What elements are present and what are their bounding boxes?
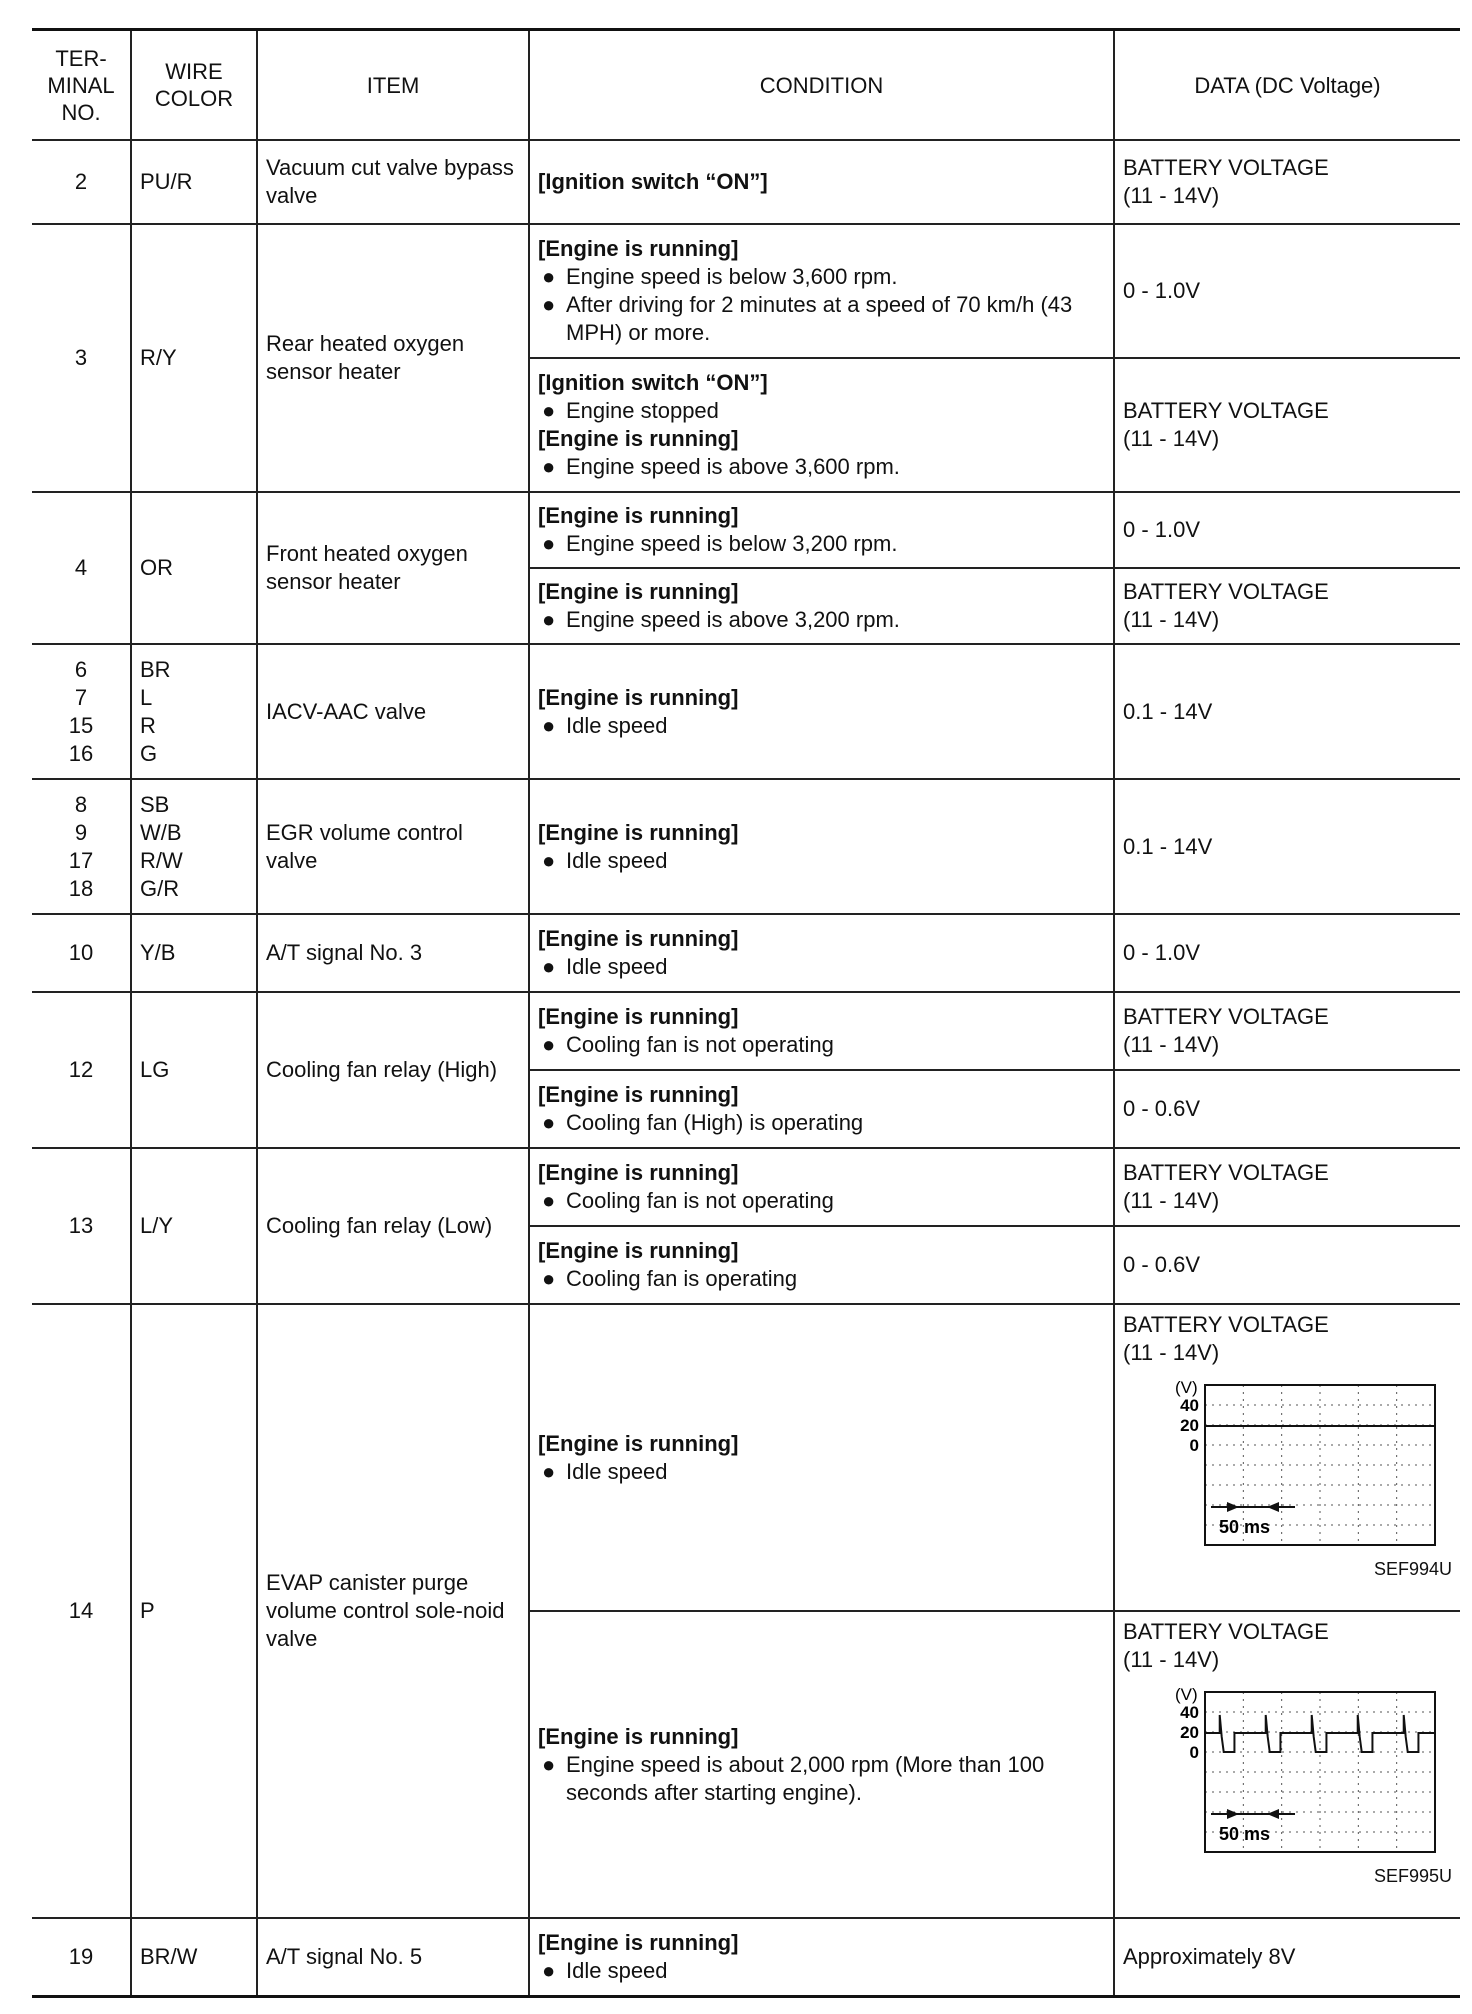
- condition-bullet: [538, 397, 1105, 425]
- condition-cell: [529, 1070, 1114, 1148]
- header-terminal: TER- MINAL NO.: [32, 30, 131, 141]
- condition-cell: [529, 914, 1114, 992]
- wire-color-cell: [131, 779, 257, 914]
- wire-color: BR/W: [140, 1943, 198, 1969]
- condition-bullet: [538, 712, 1105, 740]
- arrow-icon: [1267, 1502, 1279, 1512]
- wire-color-cell: [131, 1304, 257, 1918]
- data-cell: [1114, 779, 1460, 914]
- data-cell: [1114, 1070, 1460, 1148]
- bullet-icon: ●: [542, 1110, 556, 1135]
- data-value: 0 - 1.0V: [1123, 517, 1201, 542]
- time-scale-label: 50 ms: [1219, 1517, 1271, 1537]
- condition-text: Cooling fan is not operating: [566, 1032, 834, 1057]
- condition-text: Idle speed: [566, 954, 668, 979]
- tick-label: 20: [1180, 1416, 1199, 1435]
- condition-heading: [Engine is running]: [538, 684, 739, 710]
- terminal-number: 16: [68, 740, 94, 766]
- condition-bullet: [538, 291, 1105, 347]
- condition-heading: [Engine is running]: [538, 1238, 739, 1263]
- wire-color: OR: [140, 555, 173, 580]
- condition-text: Engine speed is below 3,600 rpm.: [566, 264, 898, 289]
- waveform-chart: [1143, 1371, 1443, 1551]
- condition-cell: [529, 1611, 1114, 1918]
- condition-bullet: [538, 530, 1105, 558]
- header-item: ITEM: [257, 30, 529, 141]
- table-row: [32, 224, 1460, 358]
- condition-bullet: [538, 1751, 1105, 1807]
- bullet-icon: ●: [542, 1751, 556, 1777]
- terminal-number: 14: [68, 1598, 94, 1623]
- table-row: [32, 140, 1460, 224]
- table-row: [32, 492, 1460, 568]
- terminal-number: 15: [68, 712, 94, 738]
- condition-text: Engine stopped: [566, 398, 719, 423]
- condition-bullet: [538, 1458, 1105, 1486]
- data-value: 0.1 - 14V: [1123, 698, 1213, 724]
- condition-heading: [Engine is running]: [538, 1004, 739, 1029]
- condition-heading: [Engine is running]: [538, 926, 739, 951]
- condition-text: After driving for 2 minutes at a speed of 70 km/h (43 MPH) or more.: [566, 292, 1073, 345]
- waveform-block: [1123, 1371, 1452, 1551]
- tick-label: 40: [1180, 1396, 1199, 1415]
- data-value: 0 - 1.0V: [1123, 940, 1201, 965]
- wire-color: Y/B: [140, 940, 176, 965]
- condition-text: Cooling fan is operating: [566, 1266, 798, 1291]
- terminal-cell: [32, 224, 131, 492]
- wire-color: LG: [140, 1057, 170, 1082]
- condition-heading: [Engine is running]: [538, 579, 739, 604]
- condition-text: Cooling fan (High) is operating: [566, 1110, 864, 1135]
- condition-bullet: [538, 1187, 1105, 1215]
- data-value: BATTERY VOLTAGE: [1123, 1312, 1329, 1337]
- data-value: Approximately 8V: [1123, 1943, 1296, 1969]
- wire-color-cell: [131, 992, 257, 1148]
- data-value: (11 - 14V): [1123, 183, 1220, 208]
- time-scale-label: 50 ms: [1219, 1824, 1271, 1844]
- item-cell: EGR volume control valve: [257, 779, 529, 914]
- condition-text: Engine speed is above 3,200 rpm.: [566, 607, 900, 632]
- wire-color-cell: [131, 492, 257, 644]
- condition-text: Idle speed: [566, 1957, 668, 1983]
- condition-text: Engine speed is about 2,000 rpm (More than 100 seconds after starting engine).: [566, 1751, 1045, 1805]
- item-cell: Cooling fan relay (Low): [257, 1148, 529, 1304]
- condition-text: Idle speed: [566, 847, 668, 873]
- item-cell: IACV-AAC valve: [257, 644, 529, 779]
- condition-bullet: [538, 953, 1105, 981]
- condition-text: Cooling fan is not operating: [566, 1188, 834, 1213]
- data-value: 0.1 - 14V: [1123, 833, 1213, 859]
- arrow-icon: [1267, 1809, 1279, 1819]
- condition-bullet: [538, 1031, 1105, 1059]
- item-cell: EVAP canister purge volume control sole-noid valve: [257, 1304, 529, 1918]
- bullet-icon: ●: [542, 1458, 556, 1484]
- wire-color: PU/R: [140, 169, 193, 194]
- terminal-cell: [32, 1148, 131, 1304]
- bullet-icon: ●: [542, 1957, 556, 1983]
- wire-color: SB: [140, 791, 170, 817]
- terminal-number: 3: [74, 345, 88, 370]
- terminal-number: 12: [68, 1057, 94, 1082]
- bullet-icon: ●: [542, 531, 556, 556]
- item-cell: Rear heated oxygen sensor heater: [257, 224, 529, 492]
- terminal-cell: [32, 779, 131, 914]
- condition-cell: [529, 644, 1114, 779]
- arrow-icon: [1227, 1809, 1239, 1819]
- table-row: [32, 779, 1460, 914]
- table-row: [32, 992, 1460, 1070]
- data-cell: [1114, 140, 1460, 224]
- wire-color-cell: [131, 1918, 257, 1996]
- condition-bullet: [538, 1957, 1105, 1985]
- table-row: [32, 1304, 1460, 1611]
- condition-bullet: [538, 263, 1105, 291]
- wire-color-cell: [131, 914, 257, 992]
- data-cell: [1114, 914, 1460, 992]
- data-value: BATTERY VOLTAGE: [1123, 398, 1329, 423]
- condition-bullet: [538, 1109, 1105, 1137]
- condition-heading: [Engine is running]: [538, 1430, 739, 1456]
- terminal-number: 17: [68, 847, 94, 873]
- terminal-number: 7: [74, 684, 88, 710]
- data-cell: [1114, 992, 1460, 1070]
- item-cell: Vacuum cut valve bypass valve: [257, 140, 529, 224]
- data-value: BATTERY VOLTAGE: [1123, 155, 1329, 180]
- data-value: BATTERY VOLTAGE: [1123, 1004, 1329, 1029]
- condition-cell: [529, 140, 1114, 224]
- axis-unit: (V): [1175, 1378, 1198, 1397]
- wire-color-cell: [131, 140, 257, 224]
- condition-text: Idle speed: [566, 712, 668, 738]
- tick-label: 0: [1189, 1743, 1199, 1762]
- condition-bullet: [538, 606, 1105, 634]
- condition-cell: [529, 224, 1114, 358]
- page: [32, 28, 1460, 1998]
- terminal-cell: [32, 914, 131, 992]
- condition-bullet: [538, 1265, 1105, 1293]
- wire-color: L: [140, 684, 153, 710]
- figure-code: SEF995U: [1373, 1866, 1452, 1886]
- condition-cell: [529, 779, 1114, 914]
- wire-color-cell: [131, 644, 257, 779]
- data-cell: [1114, 1226, 1460, 1304]
- wire-color: P: [140, 1598, 155, 1623]
- wire-color: W/B: [140, 819, 182, 845]
- condition-heading: [Ignition switch “ON”]: [538, 169, 768, 194]
- terminal-number: 4: [74, 555, 88, 580]
- terminal-number: 19: [68, 1943, 94, 1969]
- terminal-number: 18: [68, 875, 94, 901]
- terminal-number: 6: [74, 656, 88, 682]
- condition-bullet: [538, 847, 1105, 875]
- table-row: [32, 1148, 1460, 1226]
- bullet-icon: ●: [542, 607, 556, 632]
- wire-color: G/R: [140, 875, 180, 901]
- bullet-icon: ●: [542, 1266, 556, 1291]
- data-value: (11 - 14V): [1123, 1032, 1220, 1057]
- waveform-block: [1123, 1678, 1452, 1858]
- condition-heading: [Engine is running]: [538, 236, 739, 261]
- condition-cell: [529, 1918, 1114, 1996]
- condition-bullet: [538, 453, 1105, 481]
- condition-cell: [529, 1148, 1114, 1226]
- item-cell: Front heated oxygen sensor heater: [257, 492, 529, 644]
- data-cell: [1114, 644, 1460, 779]
- tick-label: 40: [1180, 1703, 1199, 1722]
- data-cell: [1114, 568, 1460, 644]
- data-value: (11 - 14V): [1123, 1647, 1220, 1672]
- wire-color-cell: [131, 1148, 257, 1304]
- terminal-cell: [32, 1304, 131, 1918]
- terminal-cell: [32, 140, 131, 224]
- data-cell: [1114, 224, 1460, 358]
- wire-color: R: [140, 712, 156, 738]
- bullet-icon: ●: [542, 954, 556, 979]
- data-cell: [1114, 1148, 1460, 1226]
- condition-text: Engine speed is above 3,600 rpm.: [566, 454, 900, 479]
- data-cell: [1114, 492, 1460, 568]
- data-cell: [1114, 1918, 1460, 1996]
- table-row: [32, 1918, 1460, 1996]
- data-value: 0 - 0.6V: [1123, 1252, 1201, 1277]
- condition-cell: [529, 992, 1114, 1070]
- wire-color: BR: [140, 656, 171, 682]
- data-value: BATTERY VOLTAGE: [1123, 579, 1329, 604]
- tick-label: 20: [1180, 1723, 1199, 1742]
- data-value: BATTERY VOLTAGE: [1123, 1160, 1329, 1185]
- bullet-icon: ●: [542, 398, 556, 423]
- figure-code: SEF994U: [1373, 1559, 1452, 1579]
- data-value: 0 - 0.6V: [1123, 1096, 1201, 1121]
- condition-text: Engine speed is below 3,200 rpm.: [566, 531, 898, 556]
- condition-cell: [529, 358, 1114, 492]
- bullet-icon: ●: [542, 847, 556, 873]
- waveform-chart: [1143, 1678, 1443, 1858]
- bullet-icon: ●: [542, 292, 556, 317]
- bullet-icon: ●: [542, 454, 556, 479]
- bullet-icon: ●: [542, 264, 556, 289]
- terminal-number: 9: [74, 819, 88, 845]
- condition-cell: [529, 492, 1114, 568]
- arrow-icon: [1227, 1502, 1239, 1512]
- data-value: (11 - 14V): [1123, 426, 1220, 451]
- terminal-cell: [32, 992, 131, 1148]
- data-value: (11 - 14V): [1123, 1340, 1220, 1365]
- data-value: (11 - 14V): [1123, 607, 1220, 632]
- wire-color: R/Y: [140, 345, 177, 370]
- terminal-cell: [32, 492, 131, 644]
- data-cell: [1114, 1304, 1460, 1611]
- wire-color: G: [140, 740, 158, 766]
- item-cell: Cooling fan relay (High): [257, 992, 529, 1148]
- condition-cell: [529, 568, 1114, 644]
- wire-color: R/W: [140, 847, 183, 873]
- data-value: BATTERY VOLTAGE: [1123, 1619, 1329, 1644]
- condition-heading: [Engine is running]: [538, 1723, 739, 1749]
- terminal-table: [32, 28, 1460, 1998]
- condition-heading: [Engine is running]: [538, 1929, 739, 1955]
- wire-color-cell: [131, 224, 257, 492]
- item-cell: A/T signal No. 3: [257, 914, 529, 992]
- table-row: [32, 914, 1460, 992]
- condition-heading: [Engine is running]: [538, 426, 739, 451]
- condition-cell: [529, 1304, 1114, 1611]
- terminal-number: 13: [68, 1213, 94, 1238]
- terminal-number: 8: [74, 791, 88, 817]
- header-wire-color: WIRE COLOR: [131, 30, 257, 141]
- condition-heading: [Engine is running]: [538, 1160, 739, 1185]
- data-value: (11 - 14V): [1123, 1188, 1220, 1213]
- header-condition: CONDITION: [529, 30, 1114, 141]
- table-row: [32, 644, 1460, 779]
- data-value: 0 - 1.0V: [1123, 278, 1201, 303]
- tick-label: 0: [1189, 1436, 1199, 1455]
- terminal-cell: [32, 1918, 131, 1996]
- terminal-number: 10: [68, 940, 94, 965]
- condition-cell: [529, 1226, 1114, 1304]
- axis-unit: (V): [1175, 1685, 1198, 1704]
- bullet-icon: ●: [542, 712, 556, 738]
- header-row: [32, 30, 1460, 141]
- data-cell: [1114, 358, 1460, 492]
- item-cell: A/T signal No. 5: [257, 1918, 529, 1996]
- condition-heading: [Engine is running]: [538, 1082, 739, 1107]
- header-data: DATA (DC Voltage): [1114, 30, 1460, 141]
- condition-heading: [Engine is running]: [538, 503, 739, 528]
- wire-color: L/Y: [140, 1213, 174, 1238]
- bullet-icon: ●: [542, 1032, 556, 1057]
- condition-heading: [Ignition switch “ON”]: [538, 370, 768, 395]
- condition-text: Idle speed: [566, 1458, 668, 1484]
- terminal-cell: [32, 644, 131, 779]
- bullet-icon: ●: [542, 1188, 556, 1213]
- terminal-number: 2: [74, 169, 88, 194]
- condition-heading: [Engine is running]: [538, 819, 739, 845]
- data-cell: [1114, 1611, 1460, 1918]
